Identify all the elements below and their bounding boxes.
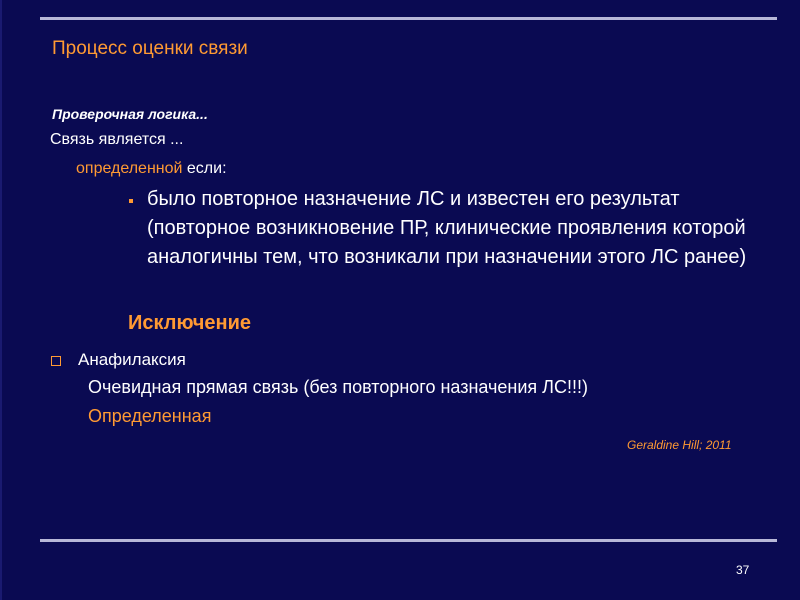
if-text: если:	[182, 160, 227, 177]
square-bullet-icon	[51, 356, 61, 366]
top-divider	[40, 17, 777, 20]
exclusion-heading: Исключение	[128, 312, 252, 334]
subtitle-check-logic: Проверочная логика...	[52, 106, 208, 122]
evident-link-text: Очевидная прямая связь (без повторного назначения ЛС!!!)	[88, 377, 588, 397]
slide-left-edge	[0, 0, 2, 600]
definite-label: Определенная	[88, 406, 212, 426]
bullet-dot-icon	[129, 199, 133, 203]
link-is-line: Связь является ...	[50, 131, 184, 148]
citation: Geraldine Hill; 2011	[627, 438, 732, 452]
definite-if-line	[76, 160, 227, 178]
definite-highlight: определенной	[76, 160, 183, 177]
page-number: 37	[736, 563, 750, 577]
slide-title: Процесс оценки связи	[52, 38, 248, 59]
bottom-divider	[40, 539, 777, 542]
anaphylaxis-item: Анафилаксия	[78, 350, 186, 369]
rechallenge-bullet-text: было повторное назначение ЛС и известен его результат (повторное возникновение ПР, клинические проявления которой аналогичны тем, что возникали при назначении этого ЛС ранее)	[147, 188, 747, 268]
